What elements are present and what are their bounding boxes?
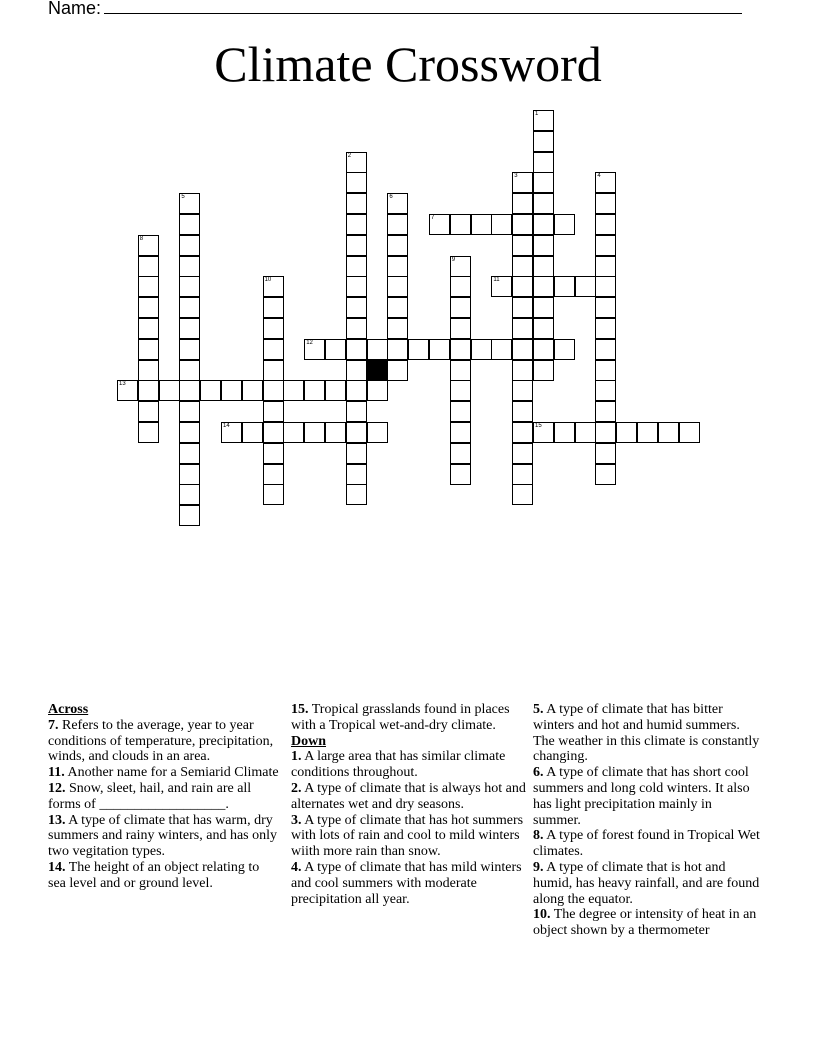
grid-cell[interactable] bbox=[179, 235, 200, 256]
grid-cell[interactable] bbox=[221, 380, 242, 401]
grid-cell[interactable] bbox=[387, 214, 408, 235]
grid-cell[interactable] bbox=[512, 443, 533, 464]
grid-cell[interactable] bbox=[346, 172, 367, 193]
cell-number: 13 bbox=[119, 381, 126, 388]
grid-cell[interactable] bbox=[429, 339, 450, 360]
clue-down-5: 5. A type of climate that has bitter winters and hot and humid summers. The weather in this climate is constantly changing. bbox=[533, 702, 760, 765]
grid-cell[interactable] bbox=[512, 464, 533, 485]
grid-cell[interactable] bbox=[595, 193, 616, 214]
grid-cell[interactable] bbox=[387, 276, 408, 297]
grid-cell[interactable] bbox=[179, 484, 200, 505]
grid-cell[interactable] bbox=[179, 214, 200, 235]
grid-cell[interactable] bbox=[242, 380, 263, 401]
grid-cell[interactable] bbox=[179, 297, 200, 318]
grid-cell[interactable] bbox=[595, 297, 616, 318]
clue-down-2: 2. A type of climate that is always hot and alternates wet and dry seasons. bbox=[291, 780, 526, 812]
grid-cell[interactable] bbox=[512, 339, 533, 360]
grid-cell[interactable] bbox=[263, 422, 284, 443]
grid-cell[interactable] bbox=[512, 214, 533, 235]
grid-cell[interactable] bbox=[450, 443, 471, 464]
clue-across-13: 13. A type of climate that has warm, dry summers and rainy winters, and has only two vegitation types. bbox=[48, 812, 278, 860]
grid-cell[interactable] bbox=[200, 380, 221, 401]
clue-down-10: 10. The degree or intensity of heat in an object shown by a thermometer bbox=[533, 907, 757, 939]
grid-cell[interactable] bbox=[679, 422, 700, 443]
clue-across-12: 12. Snow, sleet, hail, and rain are all forms of __________________. bbox=[48, 780, 252, 812]
grid-cell[interactable] bbox=[595, 401, 616, 422]
clue-down-3: 3. A type of climate that has hot summers with lots of rain and cool to mild winters wiith more rain than snow. bbox=[291, 812, 524, 860]
grid-cell[interactable] bbox=[179, 422, 200, 443]
grid-cell[interactable] bbox=[450, 339, 471, 360]
grid-cell[interactable] bbox=[138, 401, 159, 422]
grid-cell[interactable] bbox=[346, 380, 367, 401]
grid-cell[interactable] bbox=[325, 339, 346, 360]
grid-cell[interactable] bbox=[512, 193, 533, 214]
grid-cell[interactable] bbox=[512, 422, 533, 443]
cell-number: 14 bbox=[223, 423, 230, 429]
clue-down-9: 9. A type of climate that is hot and humid, has heavy rainfall, and are found along the equator. bbox=[533, 859, 760, 907]
grid-cell[interactable] bbox=[387, 339, 408, 360]
grid-cell[interactable] bbox=[242, 422, 263, 443]
grid-cell[interactable] bbox=[637, 422, 658, 443]
grid-cell[interactable] bbox=[263, 297, 284, 318]
grid-cell[interactable] bbox=[450, 297, 471, 318]
grid-cell-6[interactable] bbox=[387, 193, 408, 214]
grid-cell[interactable] bbox=[387, 318, 408, 339]
grid-cell[interactable] bbox=[304, 380, 325, 401]
grid-cell[interactable] bbox=[533, 297, 554, 318]
grid-cell[interactable] bbox=[450, 464, 471, 485]
clue-down-1: 1. A large area that has similar climate conditions throughout. bbox=[291, 749, 506, 781]
grid-cell[interactable] bbox=[512, 318, 533, 339]
grid-cell[interactable] bbox=[595, 360, 616, 381]
cell-number: 8 bbox=[139, 235, 144, 242]
grid-cell[interactable] bbox=[471, 339, 492, 360]
grid-cell[interactable] bbox=[346, 401, 367, 422]
grid-cell[interactable] bbox=[512, 380, 533, 401]
grid-cell[interactable] bbox=[346, 256, 367, 277]
grid-cell[interactable] bbox=[179, 256, 200, 277]
grid-cell[interactable] bbox=[179, 276, 200, 297]
grid-cell[interactable] bbox=[387, 256, 408, 277]
grid-cell[interactable] bbox=[471, 214, 492, 235]
grid-cell[interactable] bbox=[450, 276, 471, 297]
grid-cell[interactable] bbox=[263, 380, 284, 401]
grid-cell-3[interactable] bbox=[512, 172, 533, 193]
grid-cell[interactable] bbox=[533, 360, 554, 381]
grid-cell[interactable] bbox=[138, 297, 159, 318]
grid-cell[interactable] bbox=[263, 443, 284, 464]
grid-cell[interactable] bbox=[616, 422, 637, 443]
grid-cell[interactable] bbox=[179, 505, 200, 526]
grid-cell[interactable] bbox=[179, 464, 200, 485]
grid-cell-9[interactable] bbox=[450, 256, 471, 277]
grid-cell[interactable] bbox=[179, 360, 200, 381]
grid-cell[interactable] bbox=[450, 401, 471, 422]
grid-cell[interactable] bbox=[450, 214, 471, 235]
cell-number: 7 bbox=[431, 215, 435, 221]
grid-cell[interactable] bbox=[512, 360, 533, 381]
grid-cell[interactable] bbox=[346, 318, 367, 339]
grid-cell[interactable] bbox=[263, 339, 284, 360]
grid-cell[interactable] bbox=[325, 380, 346, 401]
grid-cell[interactable] bbox=[554, 422, 575, 443]
grid-cell[interactable] bbox=[450, 422, 471, 443]
cell-number: 12 bbox=[306, 339, 313, 346]
grid-cell[interactable] bbox=[138, 256, 159, 277]
grid-cell[interactable] bbox=[533, 339, 554, 360]
grid-cell[interactable] bbox=[346, 484, 367, 505]
grid-cell[interactable] bbox=[533, 172, 554, 193]
grid-cell[interactable] bbox=[595, 256, 616, 277]
grid-cell[interactable] bbox=[263, 401, 284, 422]
grid-cell[interactable] bbox=[512, 256, 533, 277]
grid-cell[interactable] bbox=[387, 235, 408, 256]
clue-column-1 bbox=[48, 702, 280, 892]
grid-cell[interactable] bbox=[346, 193, 367, 214]
across-heading: Across bbox=[48, 702, 89, 717]
grid-cell[interactable] bbox=[450, 380, 471, 401]
grid-cell[interactable] bbox=[263, 318, 284, 339]
grid-cell[interactable] bbox=[533, 131, 554, 152]
cell-number: 2 bbox=[347, 152, 352, 159]
clue-column-3 bbox=[533, 702, 763, 939]
grid-cell[interactable] bbox=[658, 422, 679, 443]
grid-cell[interactable] bbox=[533, 256, 554, 277]
grid-cell-1[interactable] bbox=[533, 110, 554, 131]
grid-cell[interactable] bbox=[533, 193, 554, 214]
grid-cell[interactable] bbox=[179, 443, 200, 464]
cell-number: 15 bbox=[535, 423, 542, 429]
grid-cell[interactable] bbox=[346, 297, 367, 318]
grid-cell[interactable] bbox=[346, 422, 367, 443]
page-title: Climate Crossword bbox=[214, 36, 602, 92]
cell-number: 6 bbox=[389, 194, 393, 201]
grid-cell-12[interactable] bbox=[304, 339, 325, 360]
down-heading: Down bbox=[291, 733, 327, 749]
grid-cell-4[interactable] bbox=[595, 172, 616, 193]
grid-cell[interactable] bbox=[179, 339, 200, 360]
clue-column-2 bbox=[291, 702, 526, 907]
grid-cell[interactable] bbox=[595, 214, 616, 235]
grid-cell[interactable] bbox=[533, 152, 554, 173]
grid-cell[interactable] bbox=[554, 276, 575, 297]
grid-cell[interactable] bbox=[533, 235, 554, 256]
clue-down-8: 8. A type of forest found in Tropical Wet climates. bbox=[533, 828, 760, 860]
grid-cell[interactable] bbox=[387, 360, 408, 381]
grid-cell[interactable] bbox=[346, 339, 367, 360]
grid-cell[interactable] bbox=[138, 339, 159, 360]
clue-across-14: 14. The height of an object relating to sea level and or ground level. bbox=[48, 859, 260, 891]
grid-cell[interactable] bbox=[138, 380, 159, 401]
grid-cell-13[interactable] bbox=[117, 380, 138, 401]
grid-cell[interactable] bbox=[263, 484, 284, 505]
clue-across-7: 7. Refers to the average, year to year conditions of temperature, precipitation, winds, and clouds in an area. bbox=[48, 717, 274, 765]
cell-number: 9 bbox=[451, 256, 456, 263]
grid-cell[interactable] bbox=[138, 360, 159, 381]
grid-cell[interactable] bbox=[533, 276, 554, 297]
grid-cell[interactable] bbox=[595, 422, 616, 443]
grid-cell[interactable] bbox=[263, 360, 284, 381]
grid-cell[interactable] bbox=[159, 380, 180, 401]
grid-cell[interactable] bbox=[512, 276, 533, 297]
grid-cell[interactable] bbox=[595, 443, 616, 464]
grid-cell[interactable] bbox=[450, 360, 471, 381]
grid-cell[interactable] bbox=[491, 339, 512, 360]
grid-cell[interactable] bbox=[575, 422, 596, 443]
grid-cell[interactable] bbox=[512, 297, 533, 318]
clue-across-15: 15. Tropical grasslands found in places with a Tropical wet-and-dry climate. bbox=[291, 702, 510, 733]
grid-cell[interactable] bbox=[346, 443, 367, 464]
grid-cell-11[interactable] bbox=[491, 276, 512, 297]
grid-cell[interactable] bbox=[595, 464, 616, 485]
grid-cell[interactable] bbox=[387, 297, 408, 318]
clue-down-6: 6. A type of climate that has short cool summers and long cold winters. It also has light precipitation mainly in summer. bbox=[533, 765, 750, 828]
grid-cell[interactable] bbox=[325, 422, 346, 443]
grid-cell[interactable] bbox=[138, 276, 159, 297]
grid-cell[interactable] bbox=[450, 318, 471, 339]
grid-cell-7[interactable] bbox=[429, 214, 450, 235]
cell-number: 1 bbox=[535, 111, 539, 117]
grid-cell-8[interactable] bbox=[138, 235, 159, 256]
grid-cell[interactable] bbox=[179, 318, 200, 339]
grid-cell[interactable] bbox=[408, 339, 429, 360]
black-cell bbox=[367, 360, 388, 381]
grid-cell[interactable] bbox=[263, 464, 284, 485]
grid-cell[interactable] bbox=[138, 318, 159, 339]
grid-cell[interactable] bbox=[533, 214, 554, 235]
cell-number: 11 bbox=[493, 277, 500, 284]
clue-across-11: 11. Another name for a Semiarid Climate bbox=[48, 765, 279, 781]
grid-cell[interactable] bbox=[595, 339, 616, 360]
grid-cell[interactable] bbox=[512, 235, 533, 256]
grid-cell[interactable] bbox=[346, 360, 367, 381]
clue-down-4: 4. A type of climate that has mild winters and cool summers with moderate precipitation all year. bbox=[291, 859, 522, 907]
grid-cell-15[interactable] bbox=[533, 422, 554, 443]
grid-cell[interactable] bbox=[595, 380, 616, 401]
grid-cell[interactable] bbox=[554, 214, 575, 235]
cell-number: 3 bbox=[514, 173, 518, 180]
grid-cell[interactable] bbox=[575, 276, 596, 297]
grid-cell[interactable] bbox=[283, 380, 304, 401]
grid-cell[interactable] bbox=[138, 422, 159, 443]
grid-cell[interactable] bbox=[346, 235, 367, 256]
grid-cell[interactable] bbox=[491, 214, 512, 235]
grid-cell[interactable] bbox=[346, 214, 367, 235]
grid-cell-10[interactable] bbox=[263, 276, 284, 297]
grid-cell-5[interactable] bbox=[179, 193, 200, 214]
grid-cell[interactable] bbox=[512, 484, 533, 505]
grid-cell[interactable] bbox=[367, 380, 388, 401]
grid-cell[interactable] bbox=[179, 380, 200, 401]
grid-cell[interactable] bbox=[595, 235, 616, 256]
grid-cell[interactable] bbox=[283, 422, 304, 443]
grid-cell[interactable] bbox=[595, 276, 616, 297]
grid-cell[interactable] bbox=[179, 401, 200, 422]
grid-cell[interactable] bbox=[512, 401, 533, 422]
grid-cell[interactable] bbox=[595, 318, 616, 339]
grid-cell[interactable] bbox=[346, 276, 367, 297]
grid-cell-2[interactable] bbox=[346, 152, 367, 173]
cell-number: 10 bbox=[264, 277, 272, 284]
name-label: Name: bbox=[48, 0, 102, 18]
cell-number: 5 bbox=[181, 194, 185, 201]
grid-cell[interactable] bbox=[304, 422, 325, 443]
cell-number: 4 bbox=[597, 173, 601, 180]
grid-cell[interactable] bbox=[367, 422, 388, 443]
grid-cell[interactable] bbox=[554, 339, 575, 360]
grid-cell[interactable] bbox=[346, 464, 367, 485]
grid-cell[interactable] bbox=[367, 339, 388, 360]
grid-cell-14[interactable] bbox=[221, 422, 242, 443]
grid-cell[interactable] bbox=[533, 318, 554, 339]
